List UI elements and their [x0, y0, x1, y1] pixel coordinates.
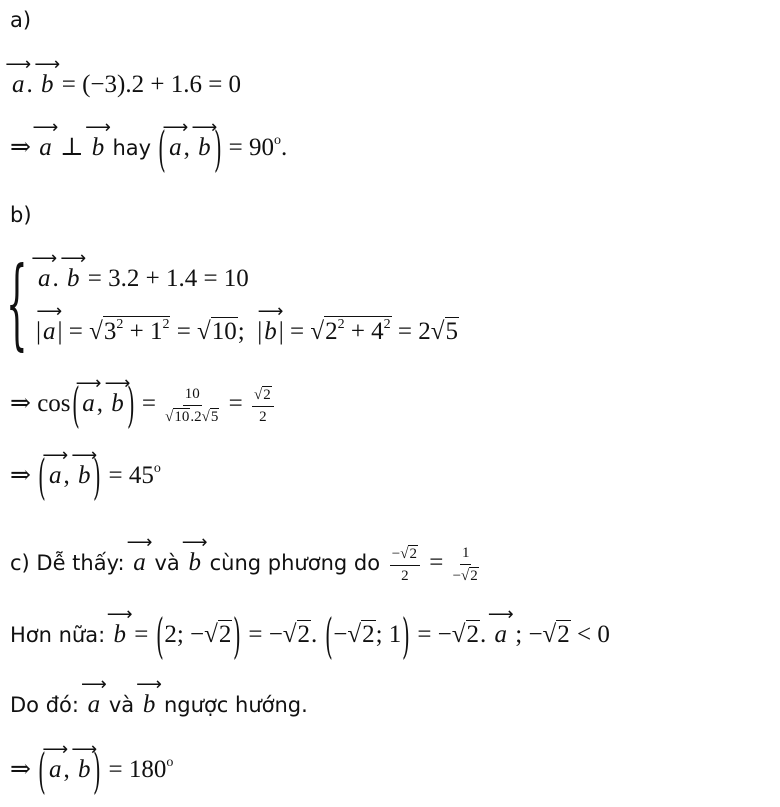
vector-a: ⟶ a [10, 72, 27, 97]
therefore-text: Do đó: [10, 693, 79, 717]
part-b-line-1: ⟶ a. ⟶ b = 3.2 + 1.4 = 10 [36, 266, 249, 291]
period: . [280, 134, 288, 161]
angle-result: = 45 [108, 462, 154, 489]
vector-b: ⟶ b [76, 757, 93, 782]
vector-b: ⟶ b [109, 391, 126, 416]
vector-a: ⟶ a [493, 622, 510, 647]
fraction-right: $\frac{1}{-√2}$ [452, 545, 478, 584]
word-and: và [154, 551, 180, 576]
vector-a: ⟶ a [131, 550, 148, 575]
part-c-line-2: Hơn nữa: ⟶ b = (2; −√2) = −√2. (−√2; 1) = −√2. ⟶ a ; −√2 < 0 [10, 620, 610, 649]
vector-b: ⟶ b [111, 622, 128, 647]
vector-b: ⟶ b [141, 692, 158, 717]
part-c-line-1: c) Dễ thấy: ⟶ a và ⟶ b cùng phương do $\frac{-√2}{2}$ = $\frac{1}{-√2}$ [10, 545, 482, 584]
word-hay: hay [112, 136, 152, 160]
vector-b: ⟶ b [186, 550, 203, 575]
implies-symbol: ⇒ [10, 462, 31, 489]
part-c-line-4: ⇒ (⟶ a, ⟶ b ) = $180^o$ [10, 756, 173, 784]
vector-a: ⟶ a [47, 757, 64, 782]
part-a-line-1: ⟶ a. ⟶ b = (−3).2 + 1.6 = 0 [10, 72, 241, 97]
part-b-line-3: ⇒ cos(⟶ a, ⟶ b ) = $\frac{10}{√10.2√5}$ = $\frac{√2}{2}$ [10, 386, 277, 425]
vector-a: ⟶ a [37, 135, 54, 160]
fraction-cos: $\frac{10}{√10.2√5}$ [165, 386, 219, 425]
vector-a: ⟶ a [80, 391, 97, 416]
part-b-line-4: ⇒ (⟶ a, ⟶ b ) = $45^o$ [10, 462, 161, 490]
moreover-text: Hơn nữa: [10, 623, 106, 647]
vector-a: ⟶ a [86, 692, 103, 717]
intro-text: c) Dễ thấy: [10, 551, 125, 576]
dot-product-expr: = 3.2 + 1.4 = 10 [87, 265, 249, 292]
implies-symbol: ⇒ [10, 134, 31, 161]
vector-b: ⟶ b [39, 72, 56, 97]
part-b-label: b) [10, 203, 32, 227]
same-direction-text: cùng phương do [209, 551, 381, 576]
cos-prefix: ⇒ cos [10, 390, 71, 418]
system-brace: { [6, 247, 28, 363]
vector-a: ⟶ a [41, 319, 58, 344]
perp-symbol: ⊥ [59, 134, 84, 161]
implies-symbol: ⇒ [10, 756, 31, 783]
dot-product-expr: = (−3).2 + 1.6 = 0 [61, 71, 242, 98]
vector-b: ⟶ b [196, 135, 213, 160]
vector-b: ⟶ b [76, 463, 93, 488]
vector-a: ⟶ a [167, 135, 184, 160]
angle-result: = 90 [228, 134, 274, 161]
fraction-left: $\frac{-√2}{2}$ [390, 545, 420, 584]
part-c-line-3 [10, 692, 308, 717]
part-b-line-2: |⟶ $a| = √3^2 + 1^2 = √10$; |⟶ $b| = √2^2 + 4^2 = 2√5$ [36, 316, 459, 346]
vector-a: ⟶ a [36, 266, 53, 291]
vector-b: ⟶ b [90, 135, 107, 160]
fraction-result: $\frac{√2}{2}$ [252, 386, 274, 425]
word-and: và [108, 693, 135, 717]
opposite-text: ngược hướng. [164, 693, 308, 717]
angle-result: = 180 [108, 756, 167, 783]
degree-sup: o [273, 133, 281, 148]
vector-b: ⟶ b [262, 319, 279, 344]
vector-a: ⟶ a [47, 463, 64, 488]
vector-b: ⟶ b [65, 266, 82, 291]
part-a-label: a) [10, 8, 32, 32]
part-a-line-2: ⇒ ⟶ a ⊥ ⟶ b hay (⟶ a, ⟶ b ) = $90^o$. [10, 134, 287, 162]
